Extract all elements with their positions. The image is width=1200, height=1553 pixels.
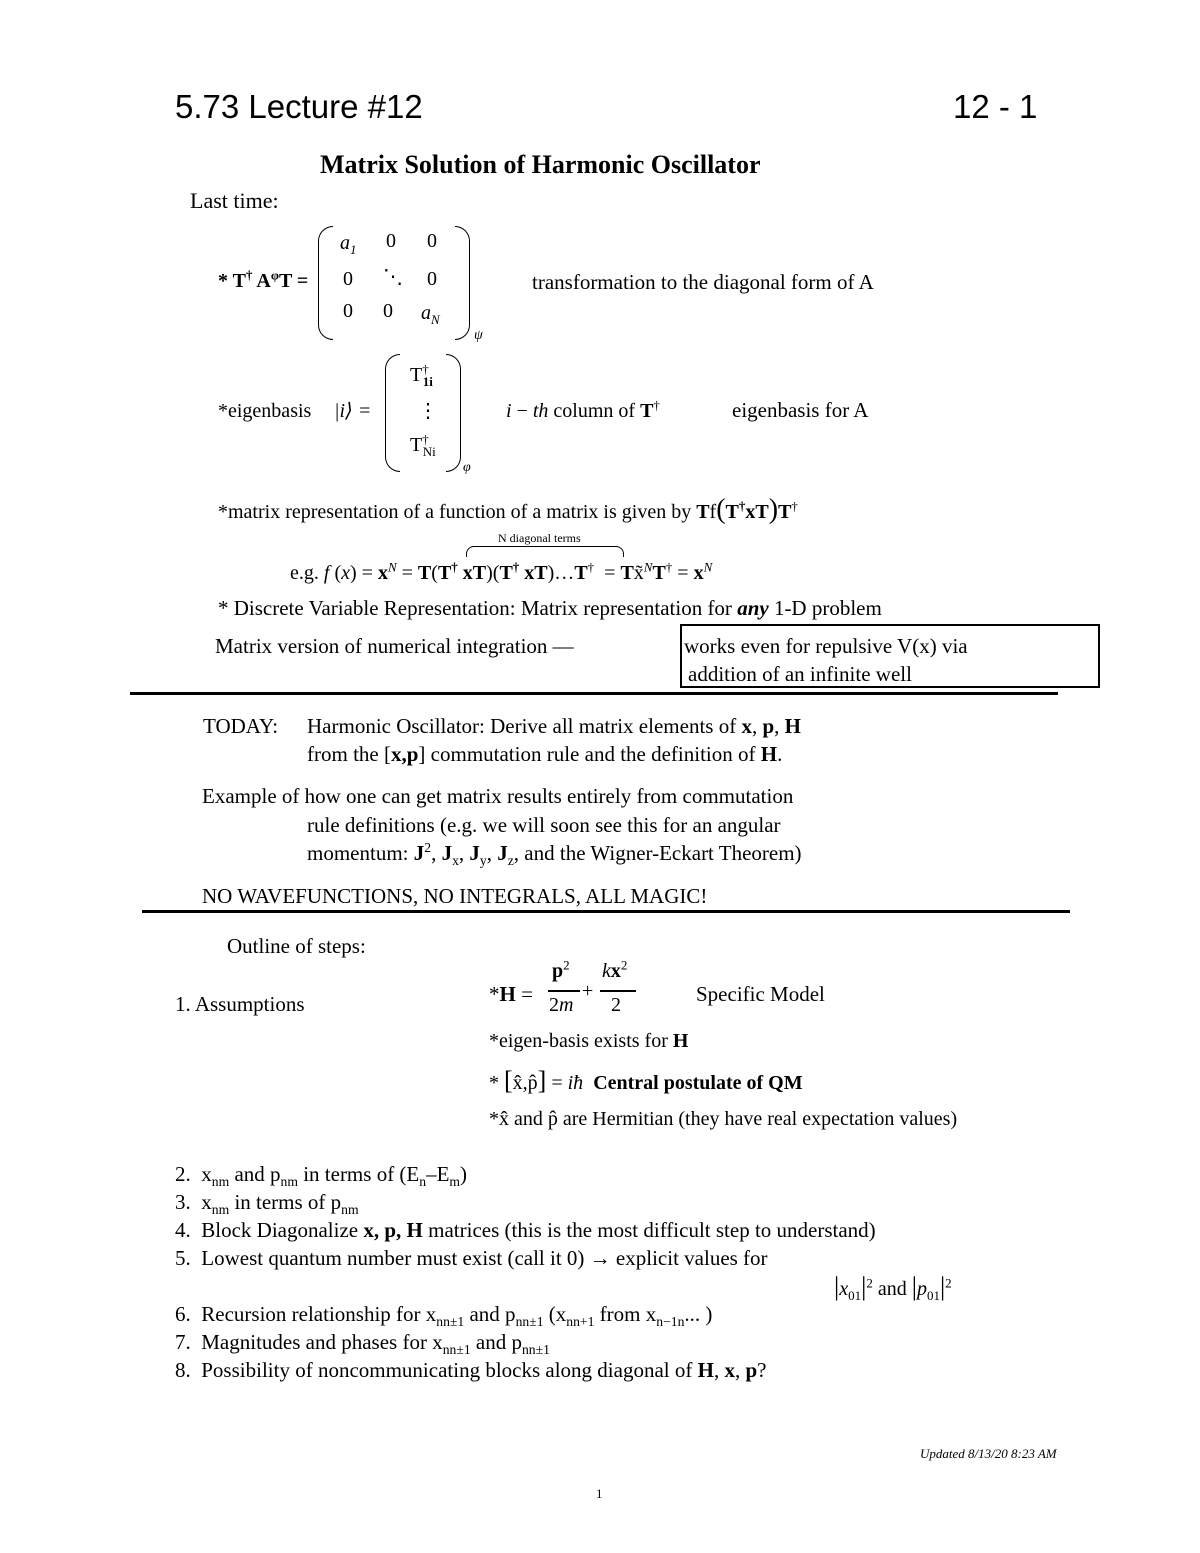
lecture-title: 5.73 Lecture #12: [175, 88, 423, 125]
two: 2: [611, 994, 621, 1016]
vector-subscript: φ: [463, 460, 471, 475]
outline-heading: Outline of steps:: [227, 934, 366, 958]
matrix-right-bracket: [455, 226, 470, 340]
eigenbasis-ket: |i⟩ =: [334, 400, 372, 422]
page-title: Matrix Solution of Harmonic Oscillator: [320, 150, 761, 179]
assumption-commutator: * [x̂,p̂] = iħ Central postulate of QM: [489, 1066, 803, 1095]
p-squared: $p^2$: [552, 957, 570, 982]
page-number: 1: [596, 1486, 603, 1501]
hamiltonian-lhs: *H =: [489, 982, 533, 1006]
specific-model: Specific Model: [696, 982, 825, 1006]
vector-right-bracket: [446, 354, 461, 472]
dvr-text: * Discrete Variable Representation: Matrix representation for any 1-D problem: [218, 596, 882, 620]
numerical-text: Matrix version of numerical integration —: [215, 634, 574, 658]
today-line-2: from the [x,p] commutation rule and the definition of H.: [307, 742, 783, 766]
matrix-left-bracket: [318, 226, 333, 340]
assumption-eigenbasis: *eigen-basis exists for H: [489, 1030, 689, 1052]
matrix-entry: 0: [383, 300, 393, 322]
box-line-1: works even for repulsive V(x) via: [684, 634, 968, 658]
box-line-2: addition of an infinite well: [688, 662, 912, 686]
today-label: TODAY:: [203, 714, 279, 738]
today-line-1: Harmonic Oscillator: Derive all matrix elements of x, p, H: [307, 714, 801, 738]
eigenbasis-label: *eigenbasis: [218, 400, 312, 422]
example-line-1: Example of how one can get matrix results entirely from commutation: [202, 784, 794, 808]
step-3: 3. $x_{nm}$ in terms of $p_{nm}$: [175, 1190, 359, 1218]
two-m: 2m: [549, 994, 574, 1016]
page-code: 12 - 1: [953, 88, 1038, 125]
step-8: 8. Possibility of noncommunicating blocks along diagonal of H, x, p?: [175, 1358, 767, 1382]
matrix-entry: 0: [386, 230, 396, 252]
vector-left-bracket: [385, 354, 400, 472]
divider-2: [142, 910, 1070, 913]
assumption-hermitian: *x̂ and p̂ are Hermitian (they have real expectation values): [489, 1108, 958, 1130]
vector-entry: $T^\dagger_{Ni}$: [410, 431, 436, 459]
updated-timestamp: Updated 8/13/20 8:23 AM: [920, 1446, 1057, 1461]
plus-sign: +: [582, 980, 594, 1002]
divider-1: [130, 692, 1058, 695]
column-text: i − th column of T†: [506, 397, 660, 422]
function-text: *matrix representation of a function of a matrix is given by Tf(T†xT)T†: [218, 494, 798, 525]
matrix-entry: 0: [427, 268, 437, 290]
matrix-entry: 0: [343, 300, 353, 322]
kx-squared: $kx^2$: [602, 957, 628, 982]
step-5-values: $|x_{01}|^2$ and $|p_{01}|^2$: [834, 1272, 952, 1303]
transformation-text: transformation to the diagonal form of A: [532, 270, 874, 294]
matrix-entry: ⋱: [383, 266, 403, 288]
example-equation: e.g. f $(x) = x^N = T(T^\dagger$ xT)(T† xT)…T† = Tx̃$^N$T† = $x^N$: [290, 559, 713, 584]
overbrace: [466, 546, 624, 557]
step-6: 6. Recursion relationship for $x_{nn\pm 1}$ and $p_{nn\pm 1}$ ($x_{nn+1}$ from $x_{n-1n}$... ): [175, 1302, 713, 1330]
example-line-2: rule definitions (e.g. we will soon see this for an angular: [307, 813, 781, 837]
matrix-entry: 0: [427, 230, 437, 252]
magic-line: NO WAVEFUNCTIONS, NO INTEGRALS, ALL MAGIC!: [202, 884, 708, 908]
step-5: 5. Lowest quantum number must exist (call it 0) → explicit values for: [175, 1246, 768, 1270]
example-line-3: momentum: $J^2$, $J_x$, $J_y$, $J_z$, and the Wigner-Eckart Theorem): [307, 840, 802, 869]
matrix-entry: $a_N$: [421, 302, 440, 327]
eigenbasis-for: eigenbasis for A: [732, 398, 869, 422]
vector-entry: $T^\dagger_{1i}$: [410, 361, 433, 389]
fraction-bar: [548, 990, 580, 992]
step-4: 4. Block Diagonalize x, p, H matrices (this is the most difficult step to understand): [175, 1218, 876, 1242]
assumptions-label: 1. Assumptions: [175, 992, 305, 1016]
last-time-heading: Last time:: [190, 188, 279, 213]
step-7: 7. Magnitudes and phases for $x_{nn\pm 1}$ and $p_{nn\pm 1}$: [175, 1330, 550, 1358]
matrix-entry: 0: [343, 268, 353, 290]
fraction-bar: [600, 990, 636, 992]
transform-lhs: * T† $A^\varphi T$ =: [218, 267, 309, 292]
matrix-entry: $a_1$: [340, 232, 357, 257]
matrix-subscript: ψ: [474, 328, 483, 343]
vector-entry: ⋮: [418, 400, 438, 422]
n-diagonal-label: N diagonal terms: [498, 531, 581, 545]
step-2: 2. $x_{nm}$ and $p_{nm}$ in terms of $(E_n-E_m)$: [175, 1162, 468, 1190]
